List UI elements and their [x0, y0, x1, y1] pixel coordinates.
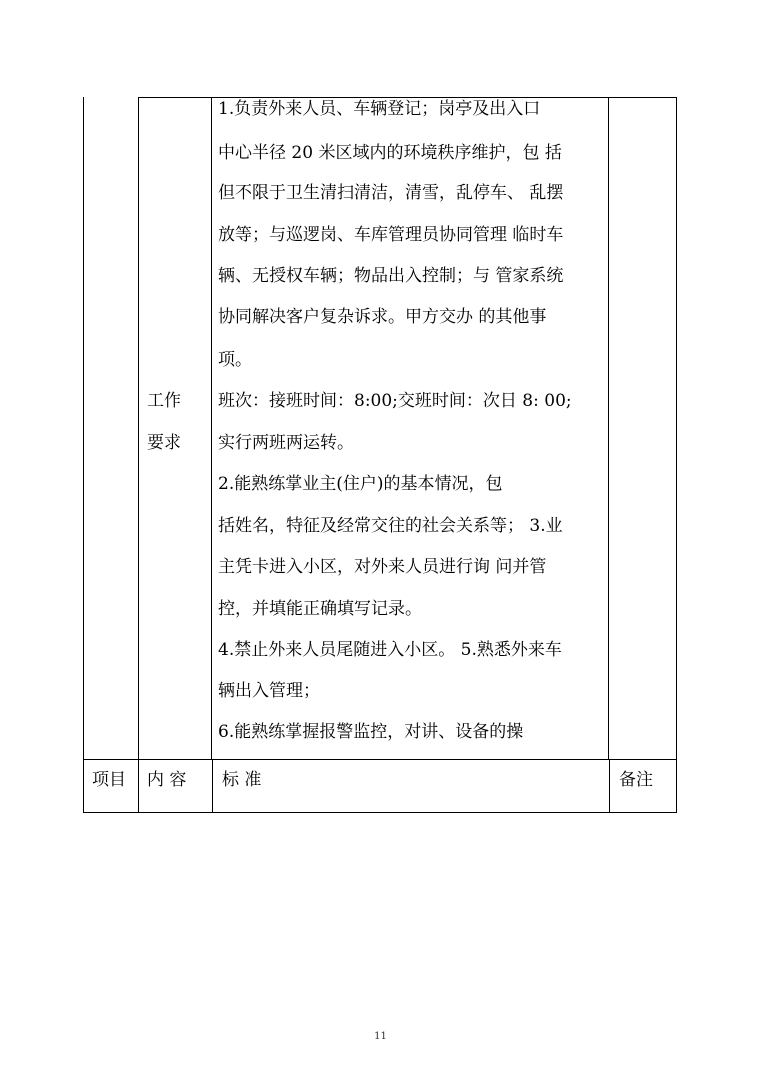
header-remarks: 备注	[619, 770, 653, 790]
standard-line: 辆出入管理；	[218, 681, 320, 701]
header-row-bottom-border	[83, 812, 677, 813]
table-right-border-upper	[676, 97, 677, 759]
standard-line: 班次：接班时间：8:00;交班时间：次日 8: 00;	[218, 391, 572, 411]
page-number: 11	[374, 1031, 387, 1042]
header-item: 项目	[92, 770, 126, 790]
standard-line: 主凭卡进入小区，对外来人员进行询 问并管	[218, 557, 547, 577]
standard-line: 项。	[218, 350, 252, 370]
standard-line: 1.负责外来人员、车辆登记；岗亭及出入口	[218, 99, 541, 119]
header-left-border	[83, 759, 84, 813]
header-right-border	[676, 759, 677, 813]
standard-line: 控，并填能正确填写记录。	[218, 599, 422, 619]
header-col2-border	[212, 759, 213, 813]
header-standard: 标 准	[222, 770, 262, 790]
table-top-border	[138, 97, 677, 98]
standard-line: 中心半径 20 米区域内的环境秩序维护，包 括	[218, 143, 562, 163]
header-row-top-border	[83, 759, 677, 760]
standard-line: 但不限于卫生清扫清洁，清雪，乱停车、 乱摆	[218, 183, 564, 203]
standard-line: 2.能熟练掌业主(住户)的基本情况，包	[218, 474, 503, 494]
category-label-line2: 要求	[147, 433, 181, 453]
table-col3-border-upper	[608, 97, 609, 759]
standard-line: 协同解决客户复杂诉求。甲方交办 的其他事	[218, 307, 547, 327]
standard-line: 辆、无授权车辆；物品出入控制；与 管家系统	[218, 266, 564, 286]
header-col3-border	[609, 759, 610, 813]
header-content: 内 容	[147, 770, 187, 790]
table-col1-border-upper	[138, 97, 139, 759]
standard-line: 括姓名，特征及经常交往的社会关系等； 3.业	[218, 516, 563, 536]
table-col2-border-upper	[211, 97, 212, 759]
header-col1-border	[138, 759, 139, 813]
table-left-border-upper	[83, 97, 84, 759]
standard-line: 4.禁止外来人员尾随进入小区。 5.熟悉外来车	[218, 640, 562, 660]
standard-line: 放等；与巡逻岗、车库管理员协同管理 临时车	[218, 225, 564, 245]
standard-line: 实行两班两运转。	[218, 433, 354, 453]
standard-line: 6.能熟练掌握报警监控，对讲、设备的操	[218, 722, 524, 742]
category-label-line1: 工作	[147, 391, 181, 411]
